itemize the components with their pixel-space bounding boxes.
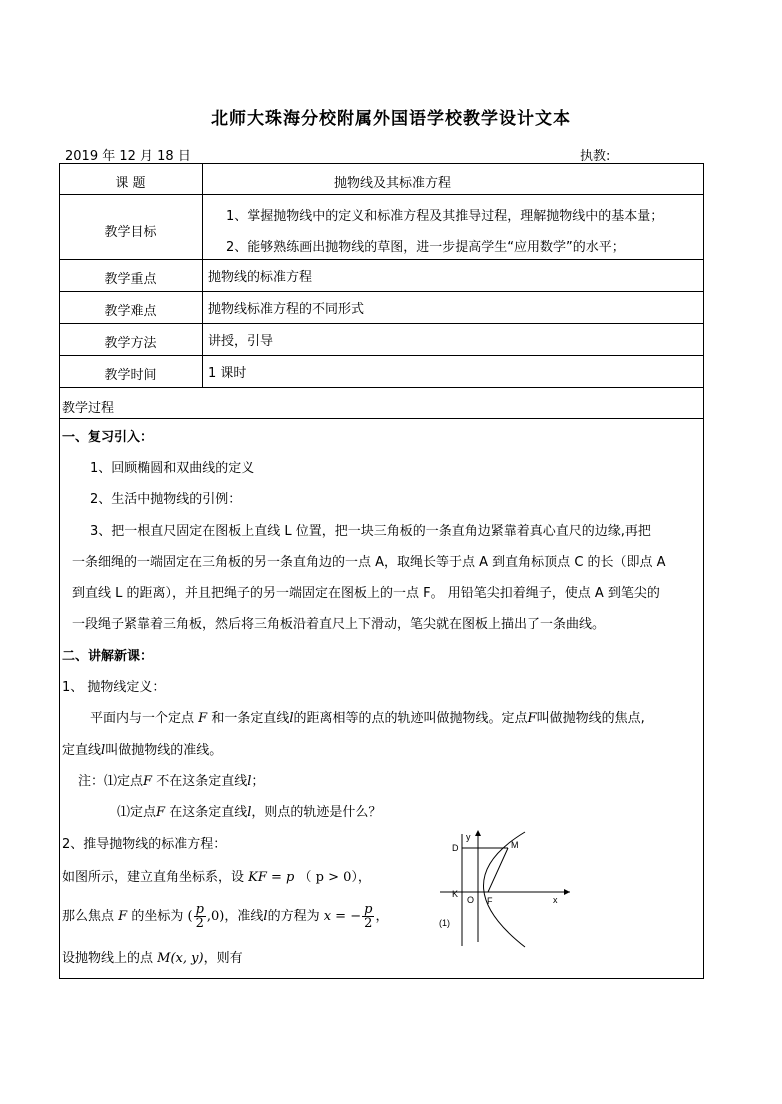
topic-label: 课 题 — [115, 176, 146, 191]
example-line: 一段绳子紧靠着三角板，然后将三角板沿着直尺上下滑动，笔尖就在图板上描出了一条曲线。 — [72, 617, 606, 632]
review-item: 1、回顾椭圆和双曲线的定义 — [90, 461, 255, 476]
directrix-symbol: l — [289, 711, 294, 726]
note-text: ，则点的轨迹是什么？ — [251, 805, 382, 820]
column-divider — [202, 163, 203, 387]
note-text: 在这条定直线 — [169, 805, 248, 820]
point-m: M(x, y) — [157, 951, 204, 966]
p-condition: （ p > 0）， — [298, 870, 371, 885]
fm-segment — [488, 848, 508, 892]
definition-line — [62, 739, 222, 758]
parabola-figure — [430, 826, 580, 948]
fraction-numerator: p — [364, 902, 373, 917]
goals-label: 教学目标 — [104, 225, 157, 240]
definition-text: 定直线 — [62, 743, 102, 758]
process-label: 教学过程 — [62, 401, 115, 416]
directrix-equation: x = − — [323, 909, 362, 924]
label-d: D — [452, 843, 459, 853]
directrix-symbol: l — [101, 743, 106, 758]
derive-title: 2、推导抛物线的标准方程： — [62, 837, 227, 852]
key-value: 抛物线的标准方程 — [208, 270, 313, 285]
date-line: 2019 年 12 月 18 日 — [65, 149, 191, 164]
example-line: 到直线 L 的距离），并且把绳子的另一端固定在图板上的一点 F。 用铅笔尖扣着绳子，使点 A 到笔尖的 — [72, 586, 660, 601]
derive-line — [62, 947, 243, 966]
time-value: 1 课时 — [208, 366, 247, 381]
goal-item: 1、掌握抛物线中的定义和标准方程及其推导过程，理解抛物线中的基本量； — [226, 209, 664, 224]
definition-text: 叫做抛物线的准线。 — [105, 743, 223, 758]
focus-symbol: F — [143, 774, 153, 789]
y-axis-arrow — [475, 830, 481, 836]
definition-text: 和一条定直线 — [211, 711, 290, 726]
coord-tail: ,0) — [206, 909, 225, 924]
difficulty-label: 教学难点 — [104, 304, 157, 319]
focus-symbol: F — [118, 909, 128, 924]
parabola-curve — [484, 832, 526, 947]
coord-fraction — [194, 903, 206, 930]
fraction-numerator: p — [195, 902, 204, 917]
fraction-denominator: 2 — [364, 916, 373, 931]
derive-text: 那么焦点 — [62, 909, 115, 924]
row-divider — [59, 259, 704, 260]
definition-line — [90, 707, 645, 726]
section2-heading: 二、讲解新课： — [62, 649, 154, 664]
directrix-symbol: l — [263, 909, 268, 924]
derive-text: 如图所示，建立直角坐标系，设 — [62, 870, 245, 885]
focus-symbol: F — [198, 711, 208, 726]
example-line: 一条细绳的一端固定在三角板的另一条直角边的一点 A，取绳长等于点 A 到直角标顶点 C 的长（即点 A — [72, 555, 666, 570]
note-text: 不在这条定直线 — [156, 774, 248, 789]
review-item: 2、生活中抛物线的引例： — [90, 492, 242, 507]
derive-line — [62, 903, 388, 930]
fraction-denominator: 2 — [195, 916, 204, 931]
teacher-label: 执教: — [580, 149, 611, 164]
label-y: y — [466, 832, 471, 842]
row-divider — [59, 194, 704, 195]
kf-expression: KF = p — [248, 870, 295, 885]
derive-text: 的方程为 — [267, 909, 320, 924]
derive-line — [62, 866, 371, 885]
definition-text: 平面内与一个定点 — [90, 711, 195, 726]
time-label: 教学时间 — [104, 368, 157, 383]
directrix-symbol: l — [247, 805, 252, 820]
derive-text: ， — [375, 909, 389, 924]
label-k: K — [452, 889, 459, 899]
figure-caption: (1) — [439, 918, 450, 928]
focus-symbol: F — [156, 805, 166, 820]
key-label: 教学重点 — [104, 272, 157, 287]
definition-text: 的距离相等的点的轨迹叫做抛物线。定点 — [293, 711, 528, 726]
note-text: 注：⑴定点 — [78, 774, 144, 789]
row-divider — [59, 355, 704, 356]
paren: ( — [187, 909, 193, 924]
label-x: x — [553, 895, 558, 905]
page-title: 北师大珠海分校附属外国语学校教学设计文本 — [211, 109, 571, 129]
row-divider — [59, 291, 704, 292]
derive-text: 的坐标为 — [131, 909, 184, 924]
label-m: M — [511, 840, 519, 850]
label-o: O — [467, 895, 475, 905]
note-text: ； — [251, 774, 265, 789]
note-text: ⑴定点 — [117, 805, 157, 820]
section1-heading: 一、复习引入： — [62, 430, 154, 445]
label-f: F — [487, 896, 493, 906]
difficulty-value: 抛物线标准方程的不同形式 — [208, 302, 365, 317]
row-divider — [59, 418, 704, 419]
row-divider — [59, 323, 704, 324]
definition-text: 叫做抛物线的焦点, — [536, 711, 645, 726]
example-line: 3、把一根直尺固定在图板上直线 L 位置，把一块三角板的一条直角边紧靠着真心直尺的边缘,再把 — [90, 524, 651, 539]
method-value: 讲授，引导 — [208, 334, 274, 349]
x-axis-arrow — [564, 889, 570, 895]
note-line — [117, 801, 381, 820]
row-divider — [59, 387, 704, 388]
derive-text: ，准线 — [224, 909, 264, 924]
definition-title: 1、 抛物线定义： — [62, 680, 166, 695]
eq-fraction — [362, 903, 374, 930]
note-line — [78, 770, 264, 789]
derive-text: 设抛物线上的点 — [62, 951, 154, 966]
goal-item: 2、能够熟练画出抛物线的草图，进一步提高学生“应用数学”的水平； — [226, 240, 625, 255]
method-label: 教学方法 — [104, 336, 157, 351]
directrix-symbol: l — [247, 774, 252, 789]
derive-text: ，则有 — [203, 951, 243, 966]
topic-value: 抛物线及其标准方程 — [334, 176, 452, 191]
focus-symbol: F — [527, 711, 537, 726]
